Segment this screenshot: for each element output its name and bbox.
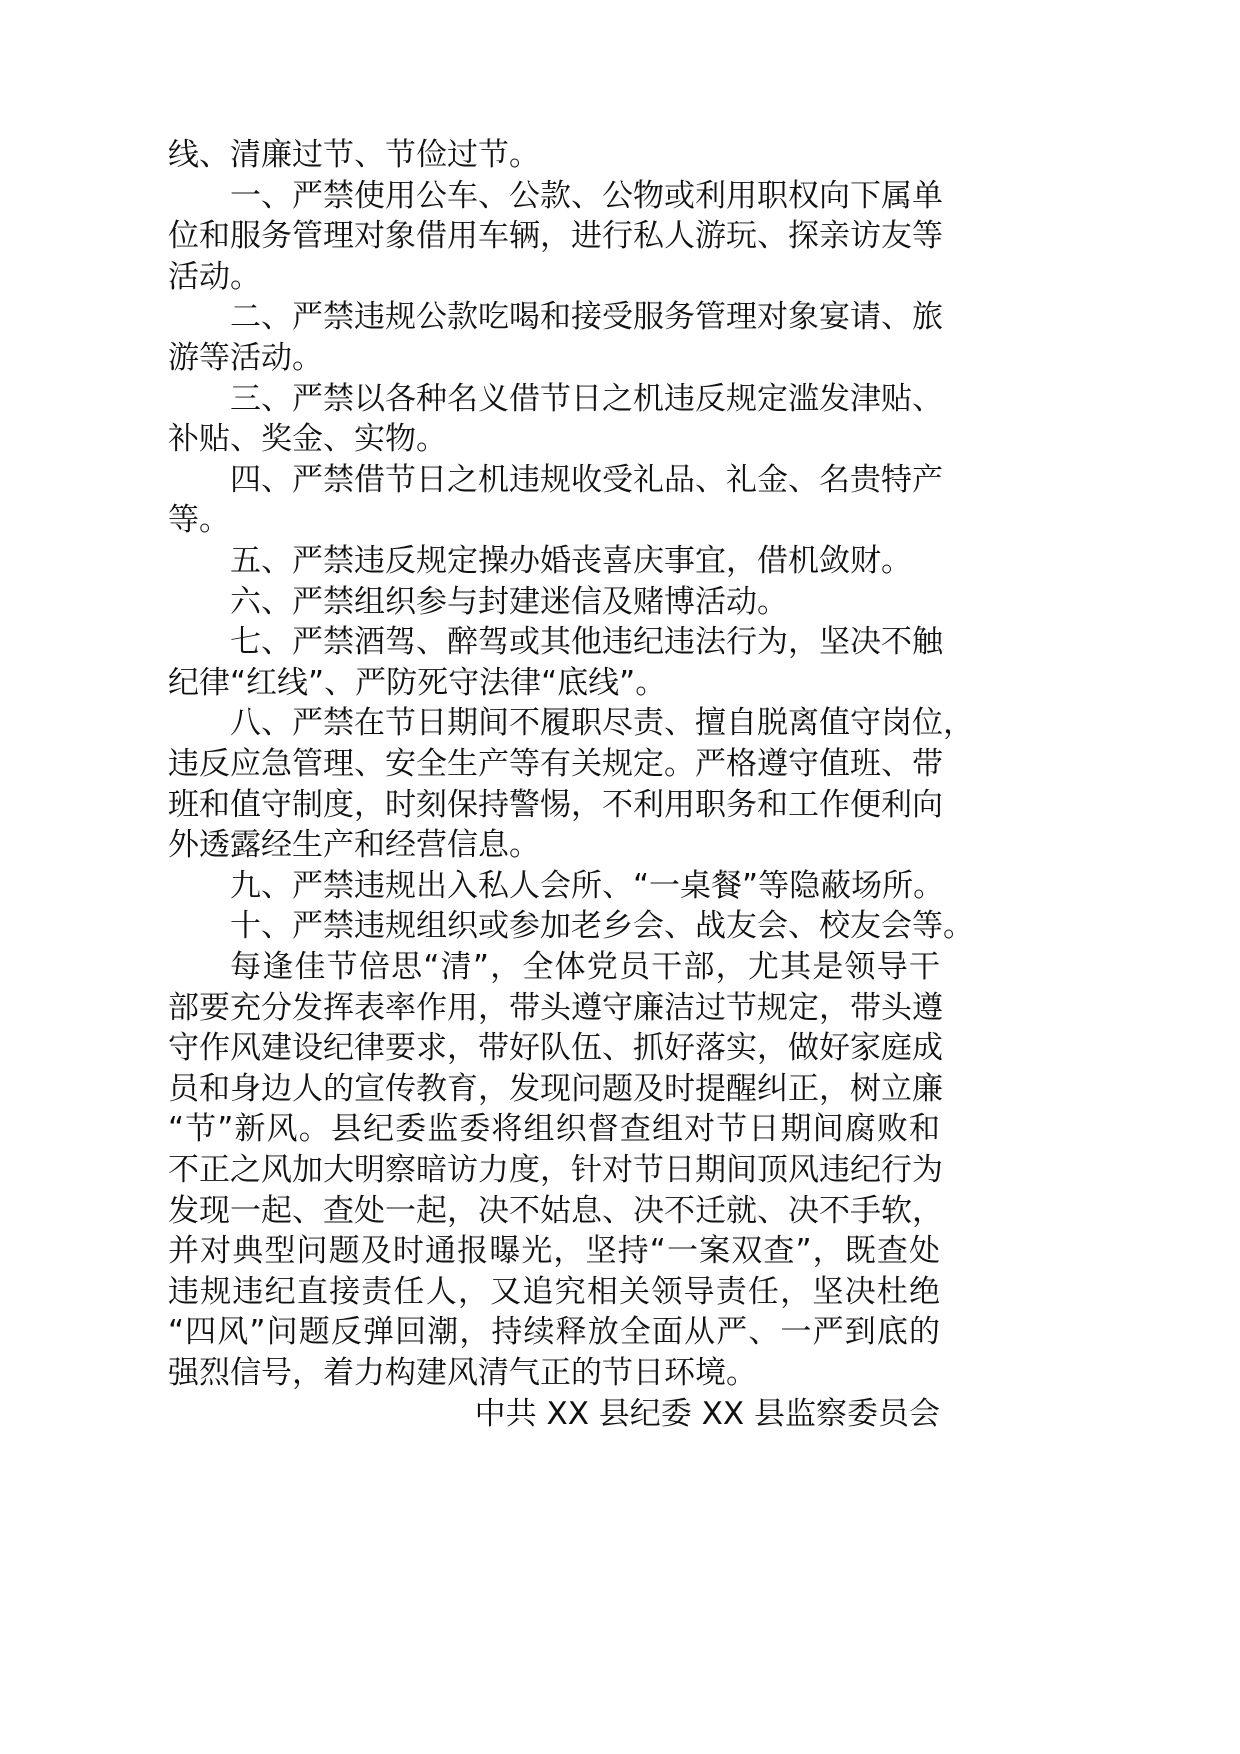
text-line: 五、严禁违反规定操办婚丧喜庆事宜，借机敛财。 — [230, 543, 912, 579]
text-line: 游等活动。 — [168, 340, 323, 376]
text-line: 守作风建设纪律要求，带好队伍、抓好落实，做好家庭成 — [168, 1030, 943, 1066]
text-line: “节”新风。县纪委监委将组织督查组对节日期间腐败和 — [168, 1111, 940, 1147]
text-line: 九、严禁违规出入私人会所、“一桌餐”等隐蔽场所。 — [230, 868, 945, 904]
text-line: 四、严禁借节日之机违规收受礼品、礼金、名贵特产 — [230, 462, 943, 498]
text-line: 线、清廉过节、节俭过节。 — [168, 137, 540, 173]
text-line: 员和身边人的宣传教育，发现问题及时提醒纠正，树立廉 — [168, 1071, 943, 1107]
signature: 中共 XX 县纪委 XX 县监察委员会 — [474, 1396, 940, 1432]
text-line: 三、严禁以各种名义借节日之机违反规定滥发津贴、 — [230, 381, 943, 417]
text-line: 二、严禁违规公款吃喝和接受服务管理对象宴请、旅 — [230, 299, 943, 335]
text-line: 并对典型问题及时通报曝光，坚持“一案双查”，既查处 — [168, 1233, 940, 1269]
text-line: 部要充分发挥表率作用，带头遵守廉洁过节规定，带头遵 — [168, 990, 943, 1026]
text-line: 等。 — [168, 502, 230, 538]
text-line: 每逢佳节倍思“清”，全体党员干部，尤其是领导干 — [230, 949, 940, 985]
text-line: 强烈信号，着力构建风清气正的节日环境。 — [168, 1355, 757, 1391]
text-line: 外透露经生产和经营信息。 — [168, 827, 540, 863]
text-line: 补贴、奖金、实物。 — [168, 421, 447, 457]
text-line: 违规违纪直接责任人，又追究相关领导责任，坚决杜绝 — [168, 1274, 940, 1310]
text-line: 班和值守制度，时刻保持警惕，不利用职务和工作便利向 — [168, 787, 943, 823]
text-line: 十、严禁违规组织或参加老乡会、战友会、校友会等。 — [230, 908, 974, 944]
text-line: 纪律“红线”、严防死守法律“底线”。 — [168, 665, 667, 701]
text-line: “四风”问题反弹回潮，持续释放全面从严、一严到底的 — [168, 1314, 940, 1350]
text-line: 八、严禁在节日期间不履职尽责、擅自脱离值守岗位， — [230, 705, 974, 741]
text-line: 违反应急管理、安全生产等有关规定。严格遵守值班、带 — [168, 746, 943, 782]
text-line: 活动。 — [168, 259, 261, 295]
text-line: 发现一起、查处一起，决不姑息、决不迁就、决不手软， — [168, 1193, 943, 1229]
text-line: 位和服务管理对象借用车辆，进行私人游玩、探亲访友等 — [168, 218, 943, 254]
text-line: 六、严禁组织参与封建迷信及赌博活动。 — [230, 584, 788, 620]
text-line: 不正之风加大明察暗访力度，针对节日期间顶风违纪行为 — [168, 1152, 943, 1188]
text-line: 七、严禁酒驾、醉驾或其他违纪违法行为，坚决不触 — [230, 624, 943, 660]
text-line: 一、严禁使用公车、公款、公物或利用职权向下属单 — [230, 178, 943, 214]
